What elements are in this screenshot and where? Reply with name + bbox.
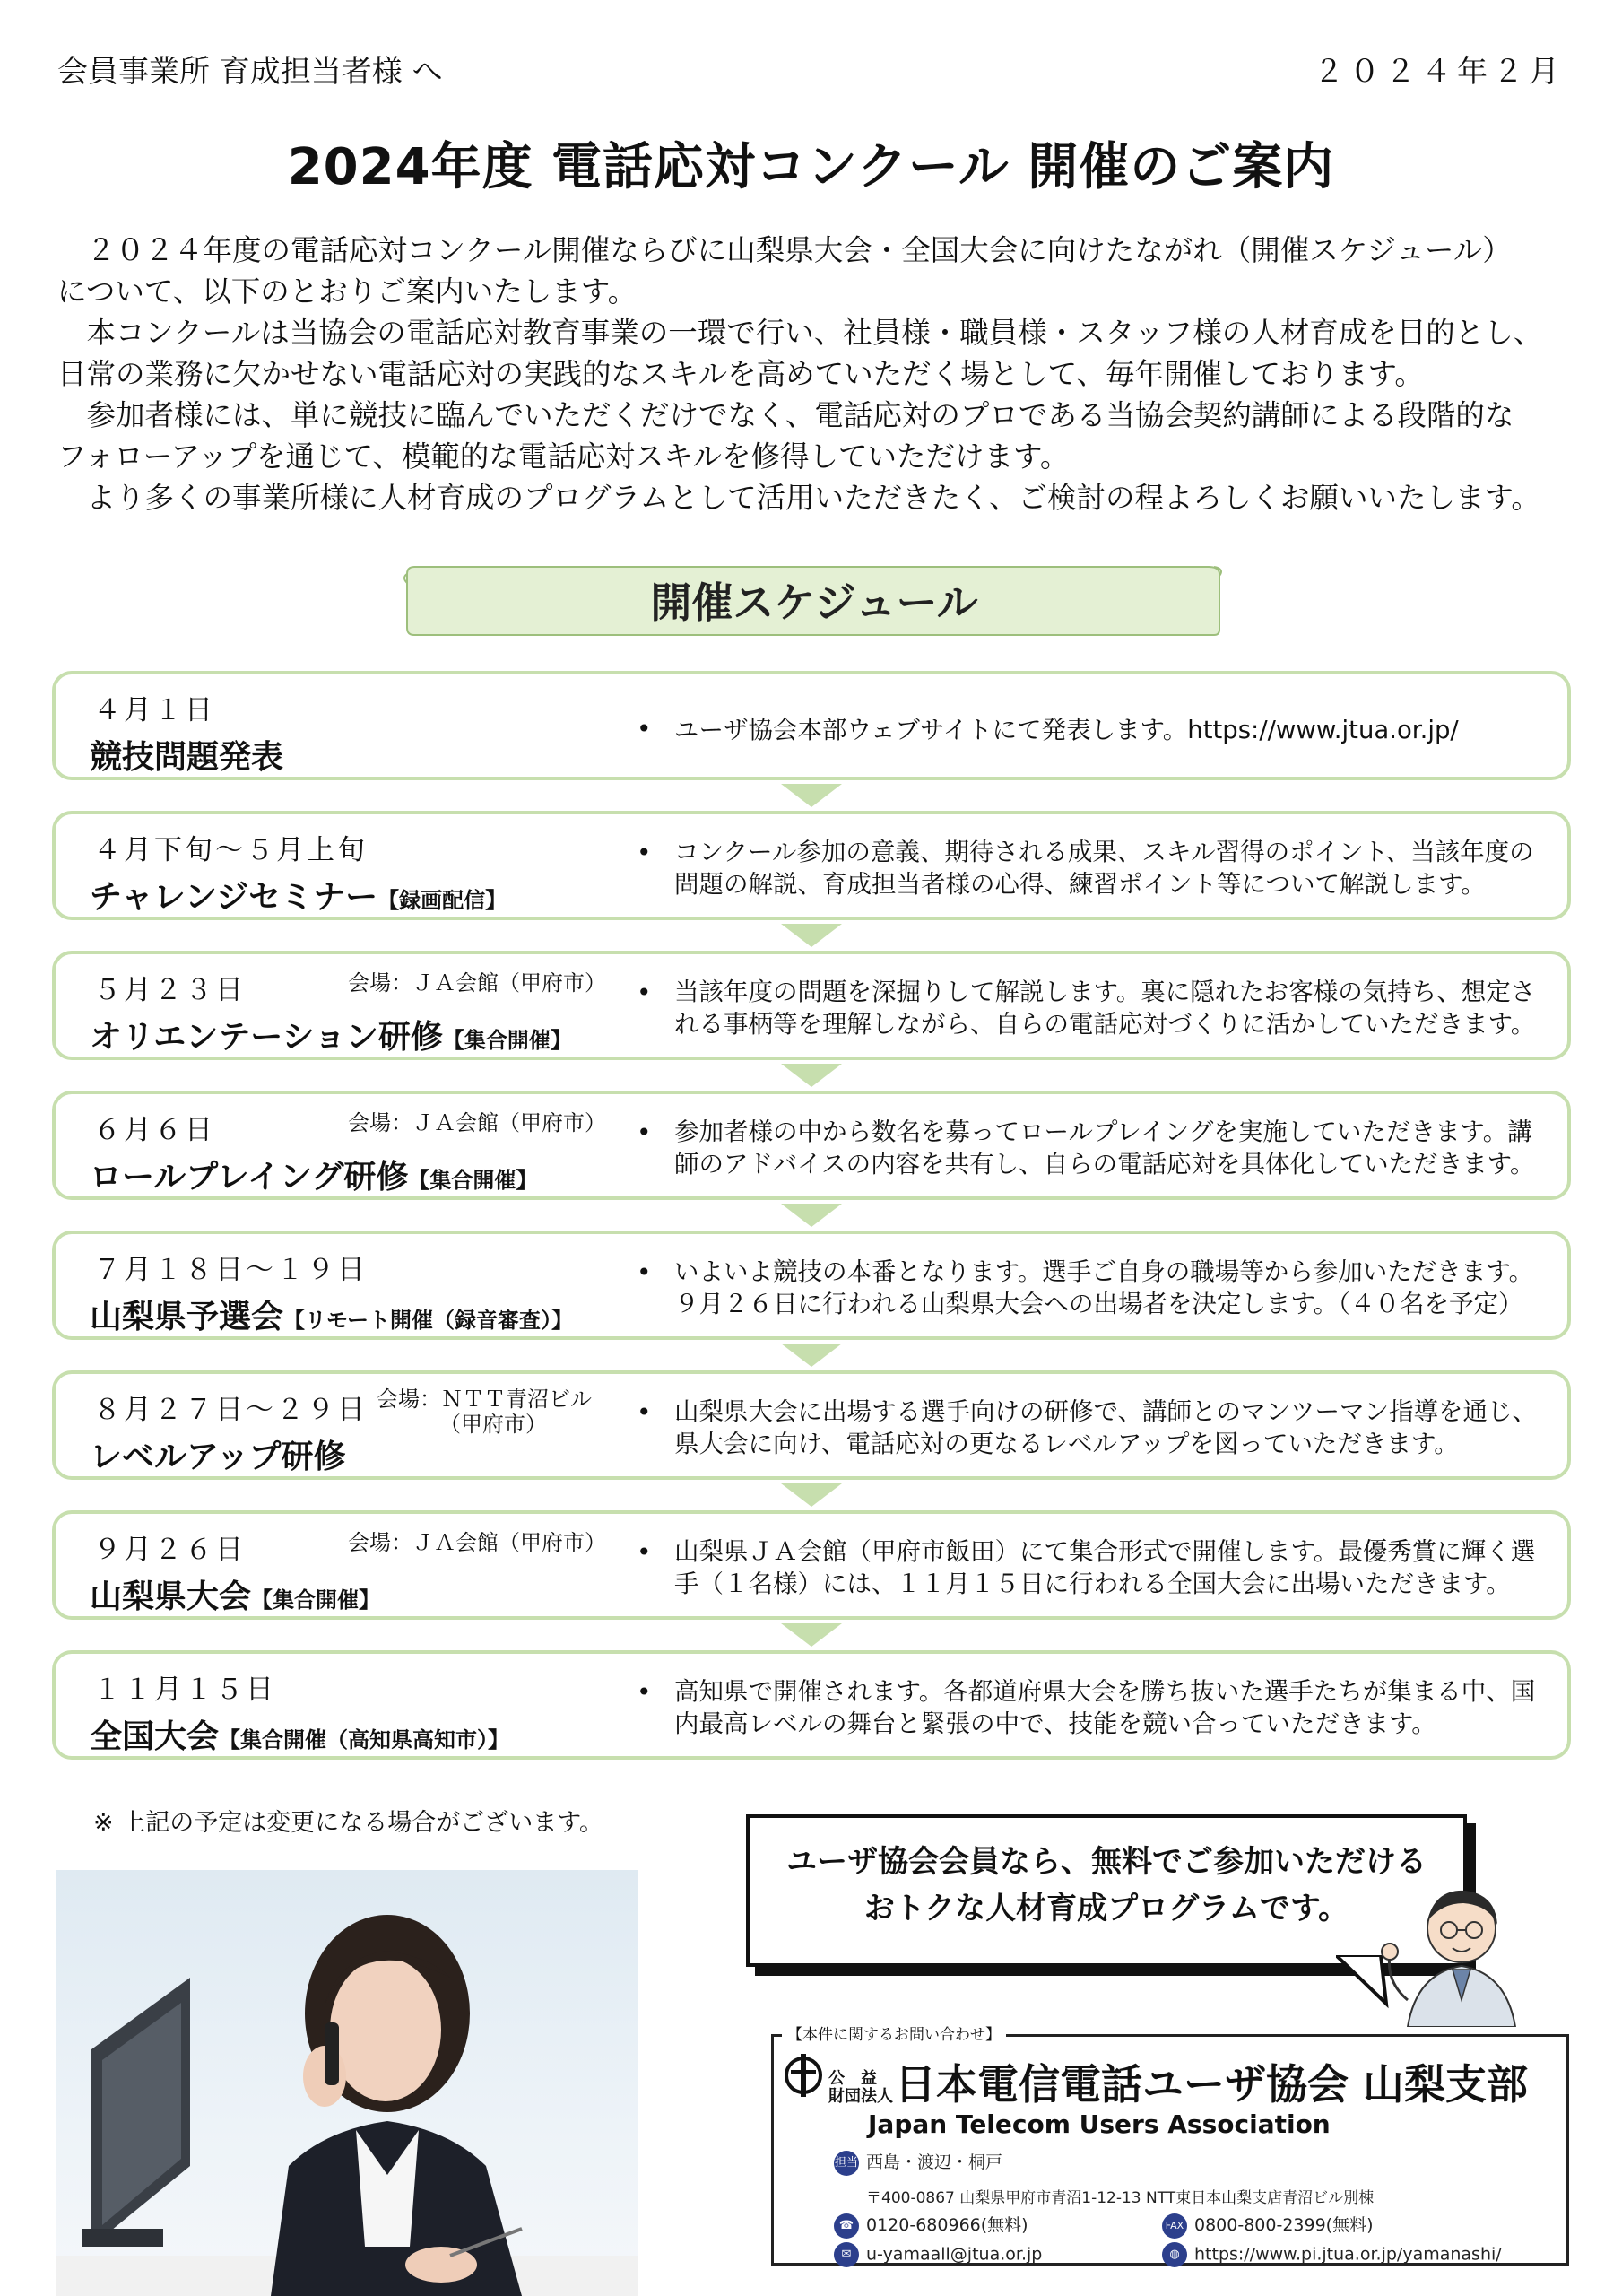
desc-line: 参加者様の中から数名を募ってロールプレイングを実施していただきます。講 xyxy=(674,1118,1532,1146)
desc-line: ９月２６日に行われる山梨県大会への出場者を決定します。（４０名を予定） xyxy=(674,1290,1523,1318)
item-name xyxy=(90,1711,509,1757)
item-venue: 会場：ＪＡ会館（甲府市） xyxy=(348,1110,606,1135)
flow-arrow xyxy=(781,1204,842,1227)
item-title: ロールプレイング研修 xyxy=(90,1159,409,1196)
org-type xyxy=(828,2070,893,2106)
fax-badge: FAX xyxy=(1162,2213,1187,2239)
item-tag: 【録画配信】 xyxy=(377,888,507,913)
item-tag: 【集合開催】 xyxy=(408,1168,538,1193)
tel-number: 0120-680966(無料) xyxy=(866,2215,1028,2235)
item-title: オリエンテーション研修 xyxy=(90,1019,443,1056)
operator-photo xyxy=(56,1870,638,2296)
item-desc xyxy=(674,976,1553,1040)
fax-number: 0800-800-2399(無料) xyxy=(1194,2215,1374,2235)
bullet: • xyxy=(637,1397,652,1427)
item-title: チャレンジセミナー xyxy=(90,879,378,916)
desc-line: 高知県で開催されます。各都道府県大会を勝ち抜いた選手たちが集まる中、国 xyxy=(674,1677,1536,1706)
item-desc xyxy=(674,1535,1553,1600)
intro-line: フォローアップを通じて、模範的な電話応対スキルを修得していただけます。 xyxy=(57,439,1070,474)
item-name xyxy=(90,872,507,918)
item-venue: 会場：ＪＡ会館（甲府市） xyxy=(348,1530,606,1555)
contact-address: 〒400-0867 山梨県甲府市青沼1-12-13 NTT東日本山梨支店青沼ビル別棟 xyxy=(866,2189,1375,2207)
item-title: 山梨県予選会 xyxy=(90,1299,284,1335)
flow-arrow xyxy=(781,784,842,807)
bullet: • xyxy=(637,978,652,1007)
operator-illustration xyxy=(56,1870,638,2296)
email-address[interactable]: u-yamaall@jtua.or.jp xyxy=(866,2244,1043,2265)
bullet: • xyxy=(637,838,652,867)
desc-line: 問題の解説、育成担当者様の心得、練習ポイント等について解説します。 xyxy=(674,870,1486,899)
issue-date: ２０２４年２月 xyxy=(1314,54,1565,90)
contact-web xyxy=(1162,2242,1502,2267)
item-date: ４月下旬～５月上旬 xyxy=(93,834,368,866)
callout-line: ユーザ協会会員なら、無料でご参加いただける xyxy=(786,1844,1427,1880)
item-venue: 会場：ＪＡ会館（甲府市） xyxy=(348,970,606,996)
flow-arrow xyxy=(781,1344,842,1367)
item-title: 山梨県大会 xyxy=(90,1578,252,1615)
intro-line: 参加者様には、単に競技に臨んでいただくだけでなく、電話応対のプロである当協会契約講師による段階的な xyxy=(57,398,1514,432)
item-tag: 【集合開催】 xyxy=(251,1587,381,1613)
flow-arrow xyxy=(781,1483,842,1507)
item-name xyxy=(90,1012,572,1057)
mail-icon: ✉ xyxy=(834,2242,859,2267)
item-desc xyxy=(674,836,1553,900)
presenter-illustration xyxy=(1354,1866,1569,2027)
intro-line: について、以下のとおりご案内いたします。 xyxy=(57,274,638,309)
website-link[interactable]: https://www.pi.jtua.or.jp/yamanashi/ xyxy=(1194,2244,1502,2265)
desc-line: コンクール参加の意義、期待される成果、スキル習得のポイント、当該年度の xyxy=(674,838,1534,866)
item-name xyxy=(90,732,283,778)
item-date: ７月１８日～１９日 xyxy=(93,1254,368,1286)
schedule-note: ※ 上記の予定は変更になる場合がございます。 xyxy=(93,1809,604,1837)
bullet: • xyxy=(637,1537,652,1567)
item-venue: 会場：ＮＴＴ青沼ビル xyxy=(377,1387,592,1412)
item-tag: 【集合開催】 xyxy=(442,1028,572,1053)
desc-line: 内最高レベルの舞台と緊張の中で、技能を競い合っていただきます。 xyxy=(674,1709,1436,1738)
item-desc xyxy=(674,1256,1553,1320)
org-title: 日本電信電話ユーザ協会 山梨支部 xyxy=(895,2060,1529,2109)
org-type-line: 公 益 xyxy=(828,2068,877,2088)
phone-icon: ☎ xyxy=(834,2213,859,2239)
flow-arrow xyxy=(781,924,842,947)
item-title: 全国大会 xyxy=(90,1718,220,1755)
item-date: ５月２３日 xyxy=(93,974,246,1006)
org-name-en: Japan Telecom Users Association xyxy=(868,2109,1331,2139)
desc-line: 山梨県大会に出場する選手向けの研修で、講師とのマンツーマン指導を通じ、 xyxy=(674,1397,1537,1426)
item-date: ４月１日 xyxy=(93,694,215,726)
item-date: ８月２７日～２９日 xyxy=(93,1394,368,1426)
staff-badge: 担当 xyxy=(834,2151,859,2176)
association-logo-icon xyxy=(784,2050,823,2100)
item-venue-city: （甲府市） xyxy=(439,1412,547,1437)
bullet: • xyxy=(637,1677,652,1707)
desc-line: 師のアドバイスの内容を共有し、自らの電話応対を具体化していただきます。 xyxy=(674,1150,1535,1178)
bullet: • xyxy=(637,1118,652,1147)
org-type-line: 財団法人 xyxy=(828,2086,893,2106)
item-title: 競技問題発表 xyxy=(90,739,284,776)
intro-line: 本コンクールは当協会の電話応対教育事業の一環で行い、社員様・職員様・スタッフ様の人材育成を目的とし、 xyxy=(57,316,1543,350)
item-date: ６月６日 xyxy=(93,1114,215,1146)
contact-email xyxy=(834,2242,1042,2267)
item-desc xyxy=(674,1396,1553,1460)
item-name xyxy=(90,1431,345,1477)
item-name xyxy=(90,1292,573,1337)
contact-tel xyxy=(834,2212,1028,2239)
item-name xyxy=(90,1152,537,1197)
intro-text xyxy=(57,230,1582,518)
item-title: レベルアップ研修 xyxy=(90,1439,346,1475)
intro-line: ２０２４年度の電話応対コンクール開催ならびに山梨県大会・全国大会に向けたながれ（開催スケジュール） xyxy=(57,233,1512,267)
item-date: ９月２６日 xyxy=(93,1534,246,1566)
schedule-title: 開催スケジュール xyxy=(650,578,978,627)
item-date: １１月１５日 xyxy=(93,1674,276,1706)
intro-line: 日常の業務に欠かせない電話応対の実践的なスキルを高めていただく場として、毎年開催しております。 xyxy=(57,357,1424,391)
intro-line: より多くの事業所様に人材育成のプログラムとして活用いただきたく、ご検討の程よろしくお願いいたします。 xyxy=(57,481,1540,515)
callout-line: おトクな人材育成プログラムです。 xyxy=(863,1891,1349,1926)
desc-line: 県大会に向け、電話応対の更なるレベルアップを図っていただきます。 xyxy=(674,1430,1459,1458)
flow-arrow xyxy=(781,1623,842,1647)
desc-line: 当該年度の問題を深掘りして解説します。裏に隠れたお客様の気持ち、想定さ xyxy=(674,978,1536,1006)
globe-icon: ◍ xyxy=(1162,2242,1187,2267)
page-title: 2024年度 電話応対コンクール 開催のご案内 xyxy=(287,138,1335,196)
contact-fax xyxy=(1162,2212,1374,2239)
desc-line: ユーザ協会本部ウェブサイトにて発表します。https://www.jtua.or.jp/ xyxy=(674,716,1459,744)
flow-arrow xyxy=(781,1064,842,1087)
bullet: • xyxy=(637,1257,652,1287)
desc-line: 山梨県ＪＡ会館（甲府市飯田）にて集合形式で開催します。最優秀賞に輝く選 xyxy=(674,1537,1536,1566)
contact-staff xyxy=(834,2149,1002,2176)
item-desc xyxy=(674,1116,1553,1180)
item-desc xyxy=(674,714,1553,746)
desc-line: れる事柄等を理解しながら、自らの電話応対づくりに活かしていただきます。 xyxy=(674,1010,1536,1039)
item-tag: 【リモート開催（録音審査）】 xyxy=(283,1308,574,1333)
org-name xyxy=(828,2052,1528,2111)
item-tag: 【集合開催（高知県高知市）】 xyxy=(219,1727,510,1752)
staff-names: 西島・渡辺・桐戸 xyxy=(866,2152,1003,2172)
desc-line: いよいよ競技の本番となります。選手ご自身の職場等から参加いただきます。 xyxy=(674,1257,1534,1286)
contact-label: 【本件に関するお問い合わせ】 xyxy=(782,2022,1006,2044)
recipient: 会員事業所 育成担当者様 へ xyxy=(57,54,443,90)
item-desc xyxy=(674,1675,1553,1740)
bullet: • xyxy=(637,714,652,744)
desc-line: 手（１名様）には、１１月１５日に行われる全国大会に出場いただきます。 xyxy=(674,1570,1511,1598)
item-name xyxy=(90,1571,380,1617)
